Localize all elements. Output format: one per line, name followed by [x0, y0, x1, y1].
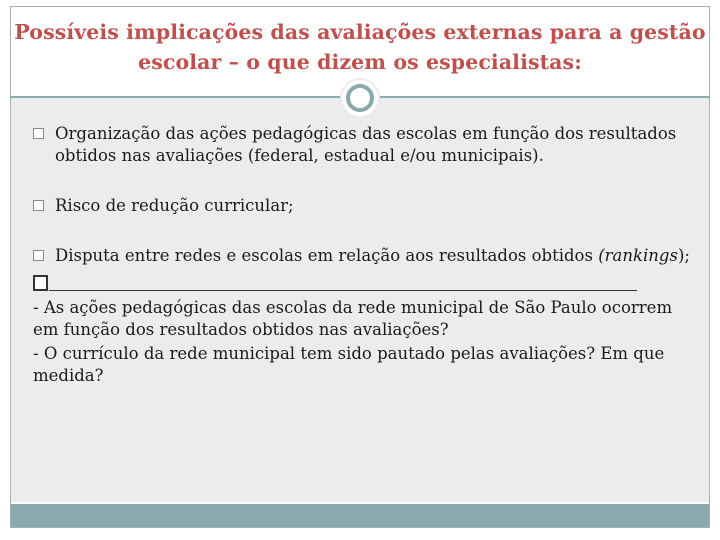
slide-title: Possíveis implicações das avaliações externas para a gestão escolar – o que dizem os especialistas:: [14, 20, 706, 74]
footer-band: [11, 504, 709, 527]
bullet-text: Organização das ações pedagógicas das escolas em função dos resultados obtidos nas avaliações (federal, estadual e/ou municipais).: [55, 124, 677, 165]
question-text: - As ações pedagógicas das escolas da rede municipal de São Paulo ocorrem em função dos resultados obtidos nas avaliações?: [33, 298, 673, 339]
bullet-text-italic: (rankings: [598, 246, 678, 265]
slide-content: [33, 123, 693, 389]
bullet-item: [33, 245, 693, 267]
checkbox-bullet-icon: [33, 200, 44, 211]
separator-rule: [33, 271, 693, 297]
bullet-text-end: );: [677, 246, 690, 265]
bullet-item: [33, 123, 693, 167]
bullet-text: Risco de redução curricular;: [55, 196, 294, 215]
square-marker-icon: [33, 275, 48, 291]
question-text: - O currículo da rede municipal tem sido pautado pelas avaliações? Em que medida?: [33, 344, 665, 385]
circle-ring-icon: [340, 78, 380, 118]
checkbox-bullet-icon: [33, 250, 44, 261]
checkbox-bullet-icon: [33, 128, 44, 139]
underline-rule: [49, 290, 637, 291]
bullet-text: Disputa entre redes e escolas em relação aos resultados obtidos: [55, 246, 599, 265]
circle-ring-inner: [346, 84, 374, 112]
bullet-item: [33, 195, 693, 217]
